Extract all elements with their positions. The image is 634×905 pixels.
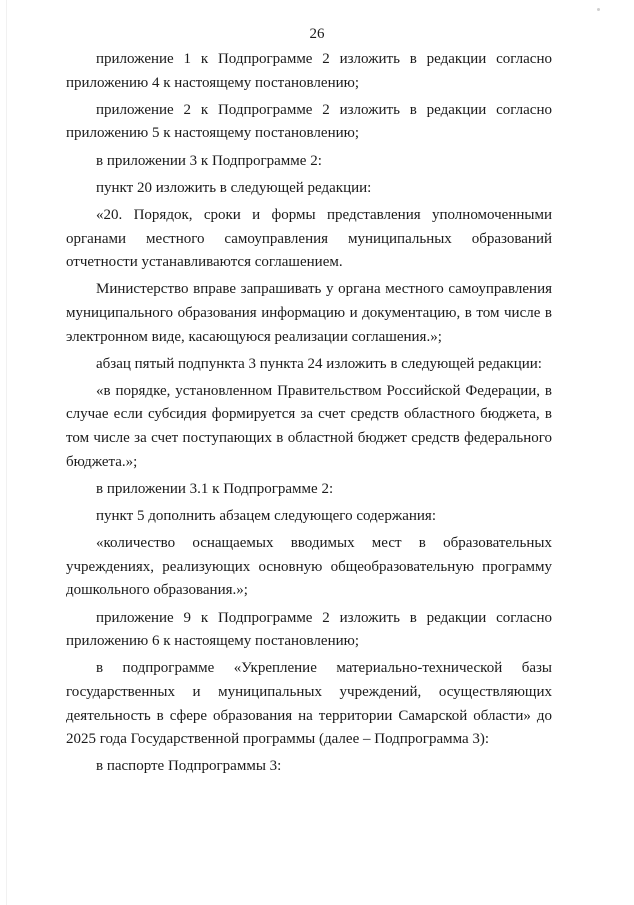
paragraph-4: пункт 20 изложить в следующей редакции: (96, 179, 372, 196)
paragraph-6: Министерство вправе запрашивать у органа местного самоуправления муниципального образования информацию и документацию, в том числе в электронном виде, касающуюся реализации соглашения.»; (66, 281, 552, 345)
paragraph-1: приложение 1 к Подпрограмме 2 изложить в редакции согласно приложению 4 к настоящему постановлению; (66, 51, 552, 91)
paragraph-2: приложение 2 к Подпрограмме 2 изложить в редакции согласно приложению 5 к настоящему постановлению; (66, 101, 552, 142)
scan-speck (597, 8, 600, 11)
paragraph-10: пункт 5 дополнить абзацем следующего содержания: (96, 508, 436, 525)
paragraph-7: абзац пятый подпункта 3 пункта 24 изложить в следующей редакции: (96, 355, 542, 372)
paragraph-14: в паспорте Подпрограммы 3: (96, 758, 282, 775)
paragraph-5: «20. Порядок, сроки и формы представления уполномоченными органами местного самоуправления муниципальных образований отчетности устанавливаются соглашением. (66, 206, 552, 271)
paragraph-12: приложение 9 к Подпрограмме 2 изложить в редакции согласно приложению 6 к настоящему постановлению; (66, 609, 552, 650)
document-body (66, 48, 552, 783)
paragraph-3: в приложении 3 к Подпрограмме 2: (96, 152, 322, 169)
paragraph-11: «количество оснащаемых вводимых мест в образовательных учреждениях, реализующих основную общеобразовательную программу дошкольного образования.»; (66, 535, 552, 599)
paragraph-13: в подпрограмме «Укрепление материально-технической базы государственных и муниципальных учреждений, осуществляющих деятельность в сфере образования на территории Самарской области» до 2025 года Государственной программы (далее – Подпрограмма 3): (66, 660, 552, 748)
scan-edge-line (6, 0, 7, 905)
paragraph-8: «в порядке, установленном Правительством Российской Федерации, в случае если субсидия формируется за счет средств областного бюджета, в том числе за счет поступающих в областной бюджет средств федерального бюджета.»; (66, 382, 552, 470)
page-number: 26 (309, 26, 325, 42)
paragraph-9: в приложении 3.1 к Подпрограмме 2: (96, 480, 334, 497)
